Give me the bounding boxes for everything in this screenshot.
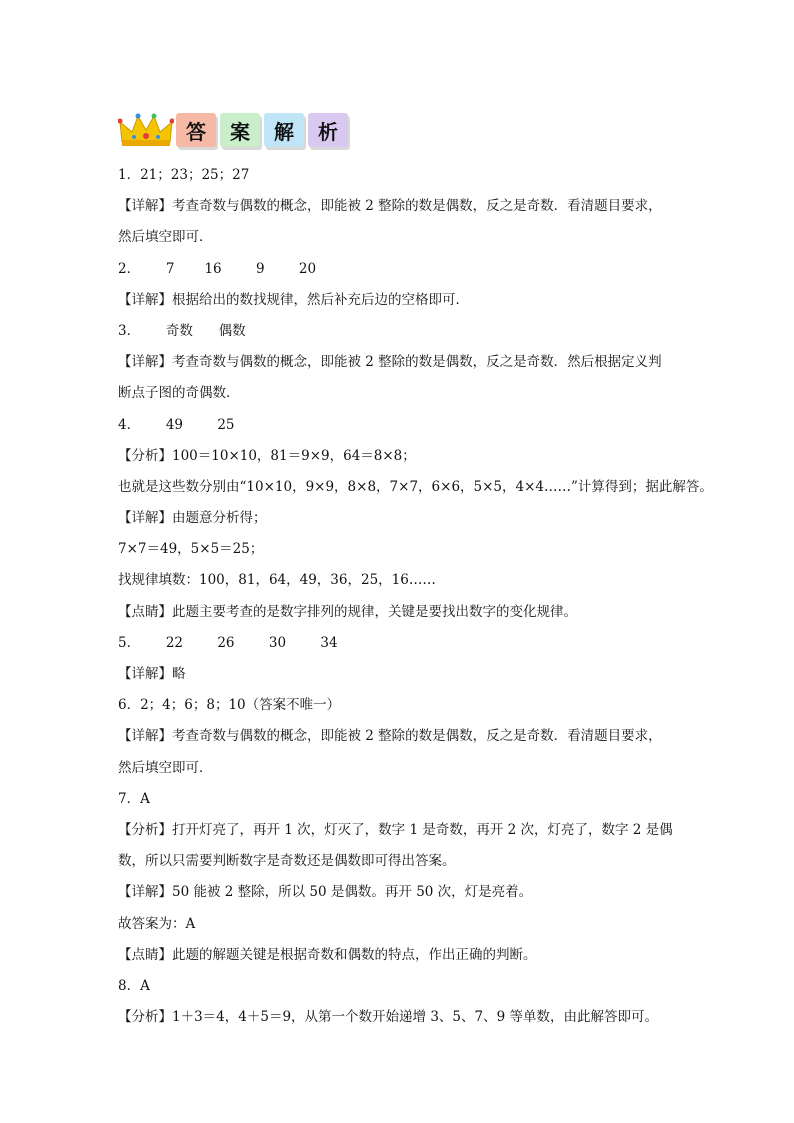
text-line: 数，所以只需要判断数字是奇数还是偶数即可得出答案。 bbox=[118, 853, 456, 870]
text-line: 1．21；23；25；27 bbox=[118, 167, 250, 183]
text-line: 也就是这些数分别由“10×10，9×9，8×8，7×7，6×6，5×5，4×4……”计算得到；据此解答。 bbox=[118, 478, 713, 495]
header-tile: 答 bbox=[176, 113, 216, 147]
header-tile: 解 bbox=[264, 113, 304, 147]
text-line: 【详解】50 能被 2 整除，所以 50 是偶数。再开 50 次，灯是亮着。 bbox=[118, 884, 533, 901]
text-line: 7×7＝49，5×5＝25； bbox=[118, 541, 264, 558]
answer-text-body bbox=[118, 160, 713, 1033]
text-line: 【详解】根据给出的数找规律，然后补充后边的空格即可． bbox=[118, 291, 469, 308]
text-line: 【分析】1＋3＝4，4＋5＝9，从第一个数开始递增 3、5、7、9 等单数，由此解答即可。 bbox=[118, 1009, 658, 1026]
crown-icon bbox=[118, 112, 174, 148]
text-line: 【分析】打开灯亮了，再开 1 次，灯灭了，数字 1 是奇数，再开 2 次，灯亮了，数字 2 是偶 bbox=[118, 821, 673, 838]
text-line: 3． 奇数 偶数 bbox=[118, 322, 246, 339]
text-line: 2． 7 16 9 20 bbox=[118, 260, 317, 277]
text-line: 【详解】略 bbox=[118, 666, 186, 682]
text-line: 【详解】考查奇数与偶数的概念，即能被 2 整除的数是偶数，反之是奇数．看清题目要求， bbox=[118, 198, 662, 215]
text-line: 找规律填数：100，81，64，49，36，25，16…… bbox=[118, 572, 436, 589]
text-line: 断点子图的奇偶数． bbox=[118, 385, 240, 402]
text-line: 然后填空即可． bbox=[118, 229, 213, 246]
header-tile: 案 bbox=[220, 113, 260, 147]
text-line: 7．A bbox=[118, 790, 150, 807]
text-line: 【详解】考查奇数与偶数的概念，即能被 2 整除的数是偶数，反之是奇数．看清题目要求， bbox=[118, 728, 662, 745]
header-tile: 析 bbox=[308, 113, 348, 147]
text-line: 故答案为：A bbox=[118, 915, 196, 932]
header-tiles bbox=[176, 113, 352, 147]
answer-analysis-header bbox=[118, 108, 352, 152]
text-line: 4． 49 25 bbox=[118, 416, 235, 433]
text-line: 【点睛】此题主要考查的是数字排列的规律，关键是要找出数字的变化规律。 bbox=[118, 603, 577, 620]
text-line: 【点睛】此题的解题关键是根据奇数和偶数的特点，作出正确的判断。 bbox=[118, 946, 537, 963]
text-line: 【分析】100＝10×10，81＝9×9，64＝8×8； bbox=[118, 447, 416, 464]
text-line: 5． 22 26 30 34 bbox=[118, 634, 338, 651]
text-line: 【详解】由题意分析得； bbox=[118, 510, 267, 527]
text-line: 8．A bbox=[118, 977, 150, 994]
text-line: 然后填空即可． bbox=[118, 759, 213, 776]
text-line: 【详解】考查奇数与偶数的概念，即能被 2 整除的数是偶数，反之是奇数．然后根据定义判 bbox=[118, 354, 662, 371]
text-line: 6．2；4；6；8；10（答案不唯一） bbox=[118, 697, 341, 714]
